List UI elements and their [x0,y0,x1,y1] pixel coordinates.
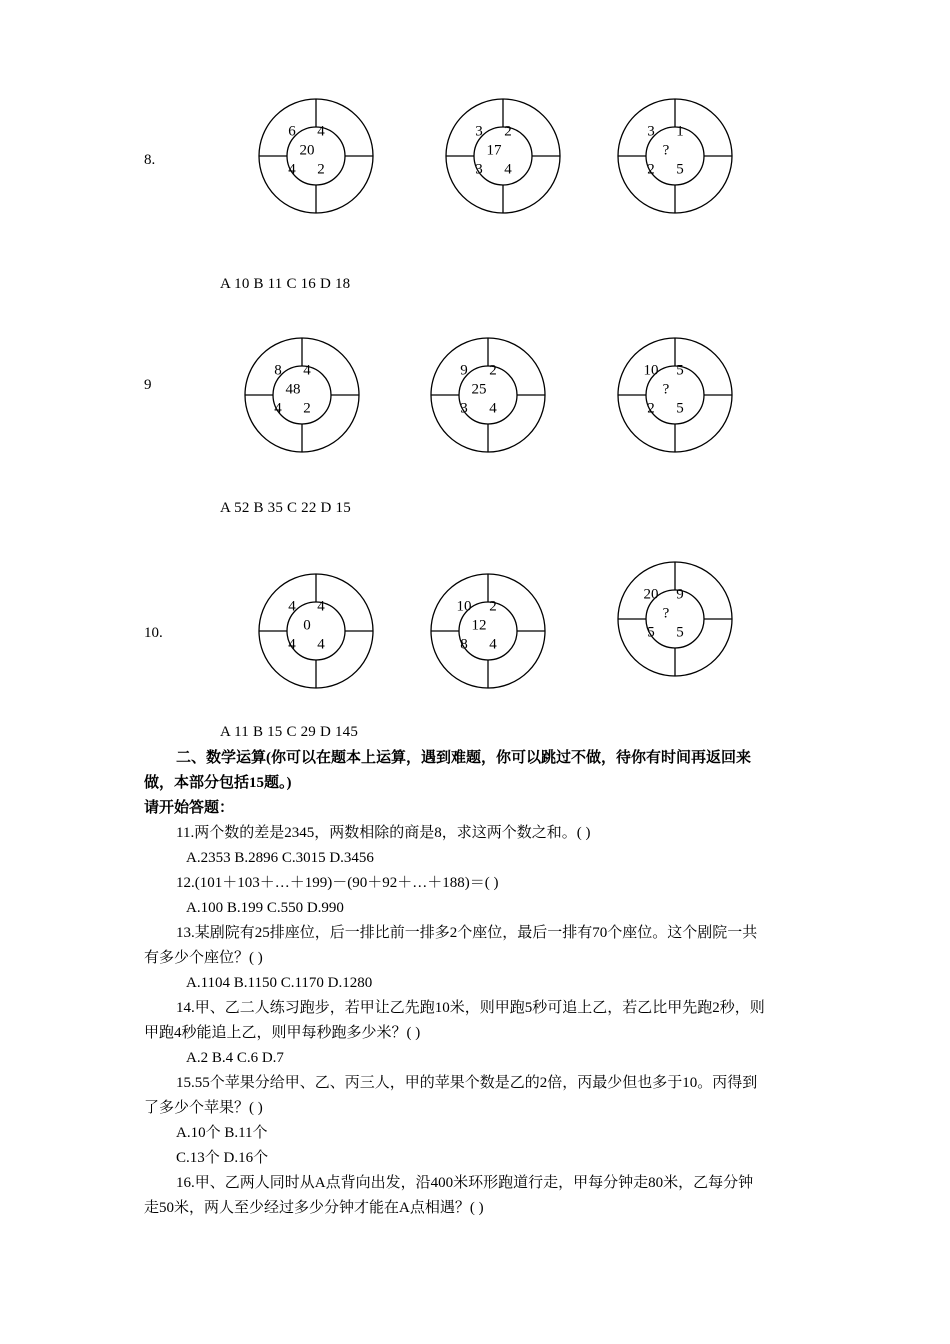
question-16-line2: 走50米，两人至少经过多少分钟才能在A点相遇？( ) [144,1200,484,1216]
ring-graphic [423,330,553,460]
ring-number-tr: 5 [676,362,684,379]
question-13-line1: 13.某剧院有25排座位，后一排比前一排多2个座位，最后一排有70个座位。这个剧院一共 [176,925,758,941]
ring-number-br: 4 [489,400,497,417]
ring-number-br: 5 [676,624,684,641]
ring-graphic [610,91,740,221]
question-number-9: 9 [144,377,152,393]
ring-number-bl: 2 [647,400,655,417]
options-q11: A.2353 B.2896 C.3015 D.3456 [186,850,374,866]
ring-number-bl: 3 [475,161,483,178]
ring-number-tl: 3 [475,123,483,140]
ring-diagram [251,566,381,696]
ring-number-tl: 20 [643,586,659,603]
ring-number-c: 25 [471,381,487,398]
options-q15-a: A.10个 B.11个 [176,1125,268,1141]
ring-number-tr: 9 [676,586,684,603]
ring-number-bl: 4 [288,161,296,178]
start-prompt: 请开始答题： [144,800,235,816]
ring-number-tr: 4 [317,123,325,140]
question-15-line1: 15.55个苹果分给甲、乙、丙三人，甲的苹果个数是乙的2倍，丙最少但也多于10。丙得到 [176,1075,758,1091]
ring-diagram [610,554,740,684]
options-q14: A.2 B.4 C.6 D.7 [186,1050,284,1066]
question-12: 12.(101＋103＋…＋199)－(90＋92＋…＋188)＝( ) [176,875,499,891]
ring-number-c: 48 [285,381,301,398]
options-q8: A 10 B 11 C 16 D 18 [220,276,351,292]
ring-graphic [251,91,381,221]
section-heading-line1: 二、数学运算(你可以在题本上运算，遇到难题，你可以跳过不做，待你有时间再返回来 [176,750,751,766]
ring-number-br: 2 [317,161,325,178]
section-heading-line2: 做，本部分包括15题。) [144,775,292,791]
ring-graphic [237,330,367,460]
ring-diagram [251,91,381,221]
ring-number-bl: 2 [647,161,655,178]
ring-number-bl: 5 [647,624,655,641]
ring-diagram [610,91,740,221]
ring-number-tr: 4 [317,598,325,615]
ring-number-br: 4 [489,636,497,653]
options-q13: A.1104 B.1150 C.1170 D.1280 [186,975,373,991]
ring-graphic [438,91,568,221]
ring-diagram [423,566,553,696]
ring-number-bl: 3 [460,400,468,417]
options-q9: A 52 B 35 C 22 D 15 [220,500,351,516]
options-q12: A.100 B.199 C.550 D.990 [186,900,344,916]
ring-number-tr: 2 [489,598,497,615]
question-14-line1: 14.甲、乙二人练习跑步，若甲让乙先跑10米，则甲跑5秒可追上乙，若乙比甲先跑2秒，则 [176,1000,765,1016]
question-11: 11.两个数的差是2345，两数相除的商是8，求这两个数之和。( ) [176,825,591,841]
question-13-line2: 有多少个座位？( ) [144,950,263,966]
ring-diagram [610,330,740,460]
ring-number-tl: 4 [288,598,296,615]
ring-number-tl: 10 [456,598,472,615]
ring-graphic [610,554,740,684]
ring-number-tl: 6 [288,123,296,140]
ring-number-c: 20 [299,142,315,159]
ring-graphic [610,330,740,460]
ring-number-tl: 3 [647,123,655,140]
question-number-10: 10. [144,625,163,641]
ring-number-tr: 1 [676,123,684,140]
ring-diagram [438,91,568,221]
options-q15-b: C.13个 D.16个 [176,1150,269,1166]
ring-number-br: 4 [504,161,512,178]
question-number-8: 8. [144,152,156,168]
ring-diagram [423,330,553,460]
ring-number-c: 0 [303,617,311,634]
ring-number-c: ? [662,142,670,159]
ring-number-c: ? [662,605,670,622]
question-15-line2: 了多少个苹果？( ) [144,1100,263,1116]
ring-number-br: 4 [317,636,325,653]
ring-number-bl: 4 [274,400,282,417]
ring-number-tl: 8 [274,362,282,379]
ring-number-tr: 4 [303,362,311,379]
ring-number-br: 5 [676,161,684,178]
ring-number-tl: 10 [643,362,659,379]
ring-graphic [423,566,553,696]
ring-number-br: 2 [303,400,311,417]
ring-number-bl: 8 [460,636,468,653]
ring-number-tr: 2 [504,123,512,140]
question-14-line2: 甲跑4秒能追上乙，则甲每秒跑多少米？( ) [144,1025,421,1041]
ring-diagram [237,330,367,460]
ring-number-tr: 2 [489,362,497,379]
options-q10: A 11 B 15 C 29 D 145 [220,724,359,740]
ring-number-tl: 9 [460,362,468,379]
ring-number-c: 17 [486,142,502,159]
ring-number-c: 12 [471,617,487,634]
ring-number-br: 5 [676,400,684,417]
ring-number-c: ? [662,381,670,398]
ring-graphic [251,566,381,696]
question-16-line1: 16.甲、乙两人同时从A点背向出发，沿400米环形跑道行走，甲每分钟走80米，乙每分钟 [176,1175,754,1191]
ring-number-bl: 4 [288,636,296,653]
